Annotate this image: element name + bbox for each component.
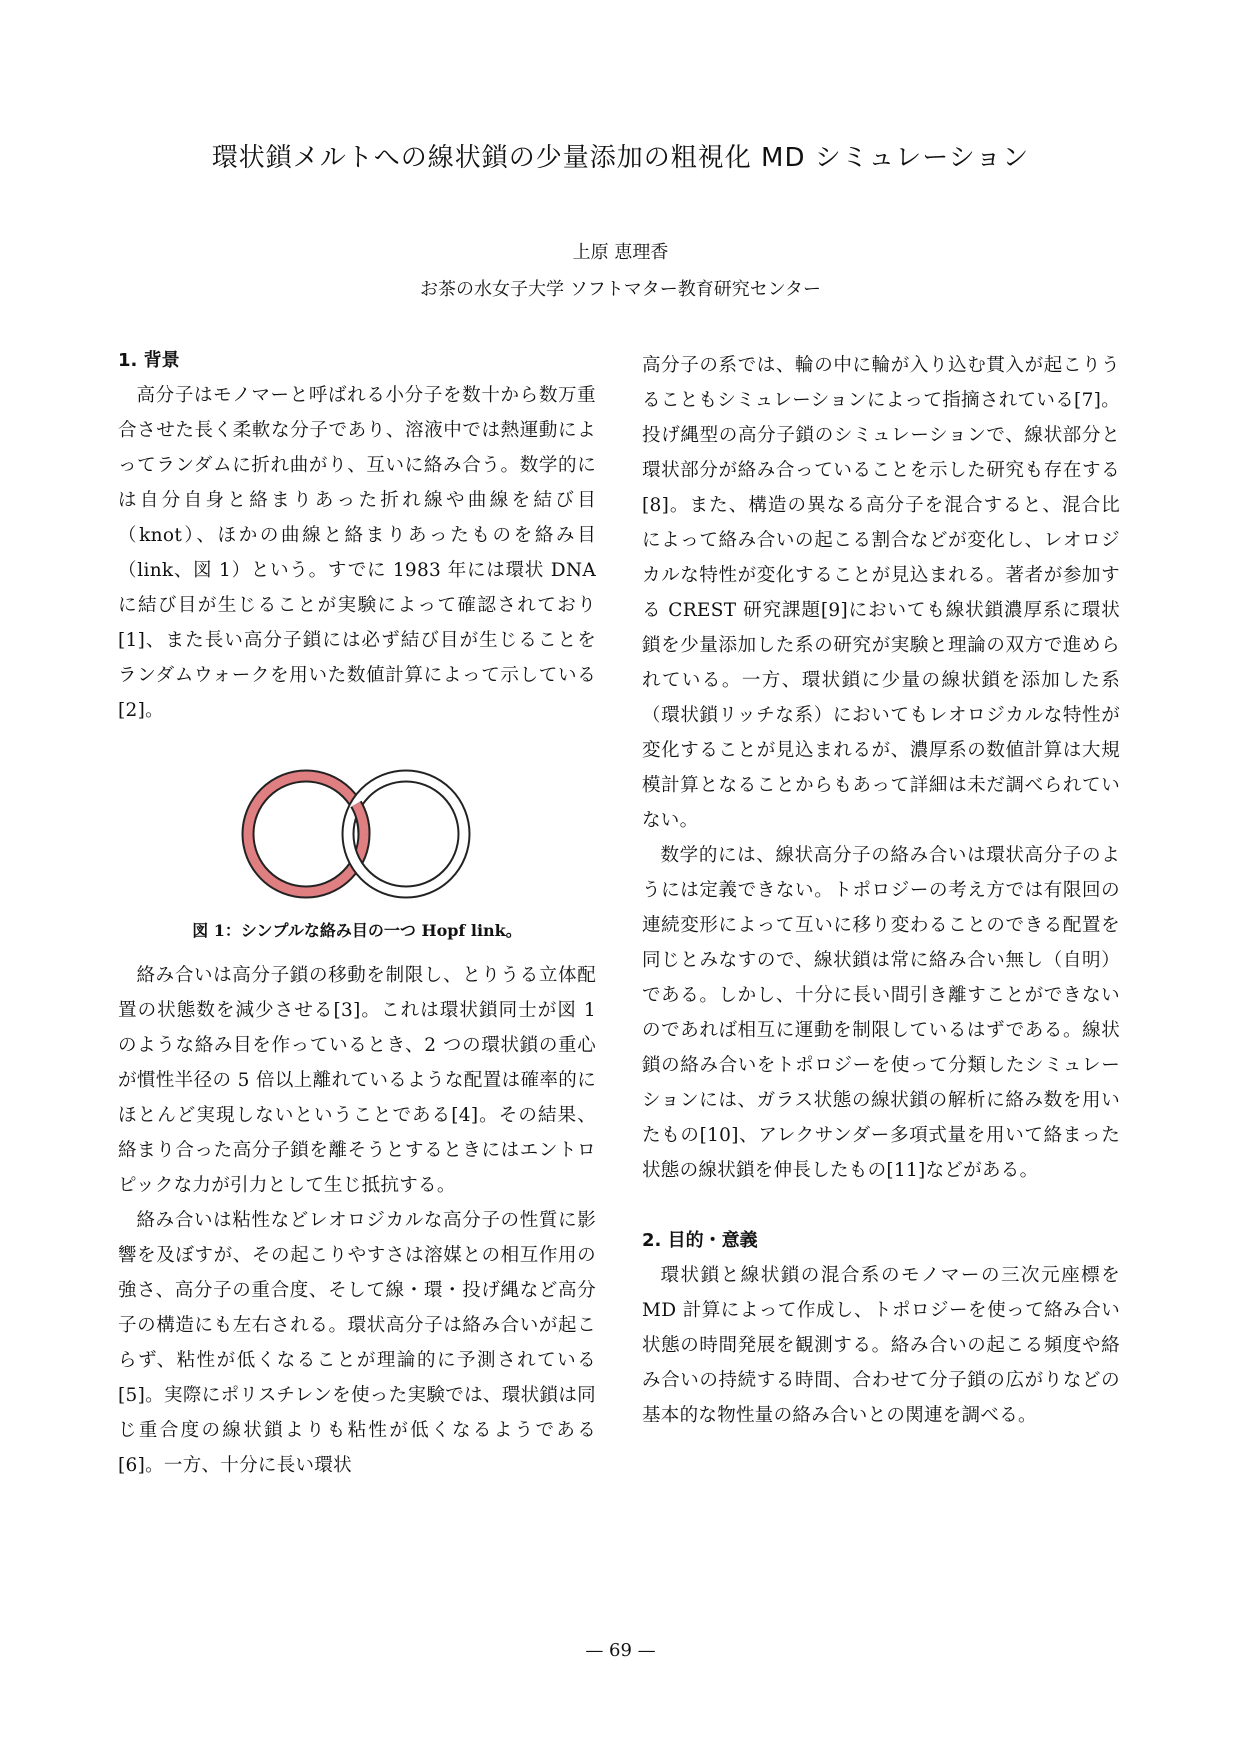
figure-caption: 図 1：シンプルな絡み目の一つ Hopf link。 bbox=[192, 921, 522, 940]
right-column bbox=[642, 348, 1120, 1433]
paper-title: 環状鎖メルトへの線状鎖の少量添加の粗視化 MD シミュレーション bbox=[211, 143, 1030, 173]
author-name: 上原 恵理香 bbox=[572, 242, 669, 263]
paragraph-background-1: 高分子はモノマーと呼ばれる小分子を数十から数万重合させた長く柔軟な分子であり、溶液中では熱運動によってランダムに折れ曲がり、互いに絡み合う。数学的には自分自身と絡まりあった折れ線や曲線を結び目（knot）、ほかの曲線と絡まりあったものを絡み目（link、図 1）という。すでに 1983 年には環状 DNA に結び目が生じることが実験によって確認されており[1]、また長い高分子鎖には必ず結び目が生じることをランダムウォークを用いた数値計算によって示している[2]。 bbox=[118, 385, 596, 721]
paragraph-background-continued: 高分子の系では、輪の中に輪が入り込む貫入が起こりうることもシミュレーションによって指摘されている[7]。投げ縄型の高分子鎖のシミュレーションで、線状部分と環状部分が絡み合っていることを示した研究も存在する[8]。また、構造の異なる高分子を混合すると、混合比によって絡み合いの起こる割合などが変化し、レオロジカルな特性が変化することが見込まれる。著者が参加する CREST 研究課題[9]においても線状鎖濃厚系に環状鎖を少量添加した系の研究が実験と理論の双方で進められている。一方、環状鎖に少量の線状鎖を添加した系（環状鎖リッチな系）においてもレオロジカルな特性が変化することが見込まれるが、濃厚系の数値計算は大規模計算となることからもあって詳細は未だ調べられていない。 bbox=[642, 355, 1120, 831]
left-column bbox=[118, 348, 596, 1483]
section-heading-background: 1. 背景 bbox=[118, 350, 180, 371]
paragraph-purpose: 環状鎖と線状鎖の混合系のモノマーの三次元座標を MD 計算によって作成し、トポロジーを使って絡み合い状態の時間発展を観測する。絡み合いの起こる頻度や絡み合いの持続する時間、合わせて分子鎖の広がりなどの基本的な物性量の絡み合いとの関連を調べる。 bbox=[642, 1265, 1120, 1426]
paragraph-background-3: 絡み合いは粘性などレオロジカルな高分子の性質に影響を及ぼすが、その起こりやすさは溶媒との相互作用の強さ、高分子の重合度、そして線・環・投げ縄など高分子の構造にも左右される。環状高分子は絡み合いが起こらず、粘性が低くなることが理論的に予測されている[5]。実際にポリスチレンを使った実験では、環状鎖は同じ重合度の線状鎖よりも粘性が低くなるようである[6]。一方、十分に長い環状 bbox=[118, 1210, 596, 1476]
section-heading-purpose: 2. 目的・意義 bbox=[642, 1230, 758, 1251]
paragraph-background-2: 絡み合いは高分子鎖の移動を制限し、とりうる立体配置の状態数を減少させる[3]。これは環状鎖同士が図 1 のような絡み目を作っているとき、2 つの環状鎖の重心が慣性半径の 5 倍以上離れているような配置は確率的にほとんど実現しないということである[4]。その結果、絡まり合った高分子鎖を離そうとするときにはエントロピックな力が引力として生じ抵抗する。 bbox=[118, 965, 596, 1196]
figure-hopf-link bbox=[118, 728, 596, 958]
page-number: — 69 — bbox=[585, 1640, 656, 1661]
hopf-link-illustration bbox=[238, 758, 478, 918]
author-affiliation: お茶の水女子大学 ソフトマター教育研究センター bbox=[420, 279, 821, 300]
paragraph-background-4: 数学的には、線状高分子の絡み合いは環状高分子のようには定義できない。トポロジーの考え方では有限回の連続変形によって互いに移り変わることのできる配置を同じとみなすので、線状鎖は常に絡み合い無し（自明）である。しかし、十分に長い間引き離すことができないのであれば相互に運動を制限しているはずである。線状鎖の絡み合いをトポロジーを使って分類したシミュレーションには、ガラス状態の線状鎖の解析に絡み数を用いたもの[10]、アレクサンダー多項式量を用いて絡まった状態の線状鎖を伸長したもの[11]などがある。 bbox=[642, 845, 1120, 1181]
